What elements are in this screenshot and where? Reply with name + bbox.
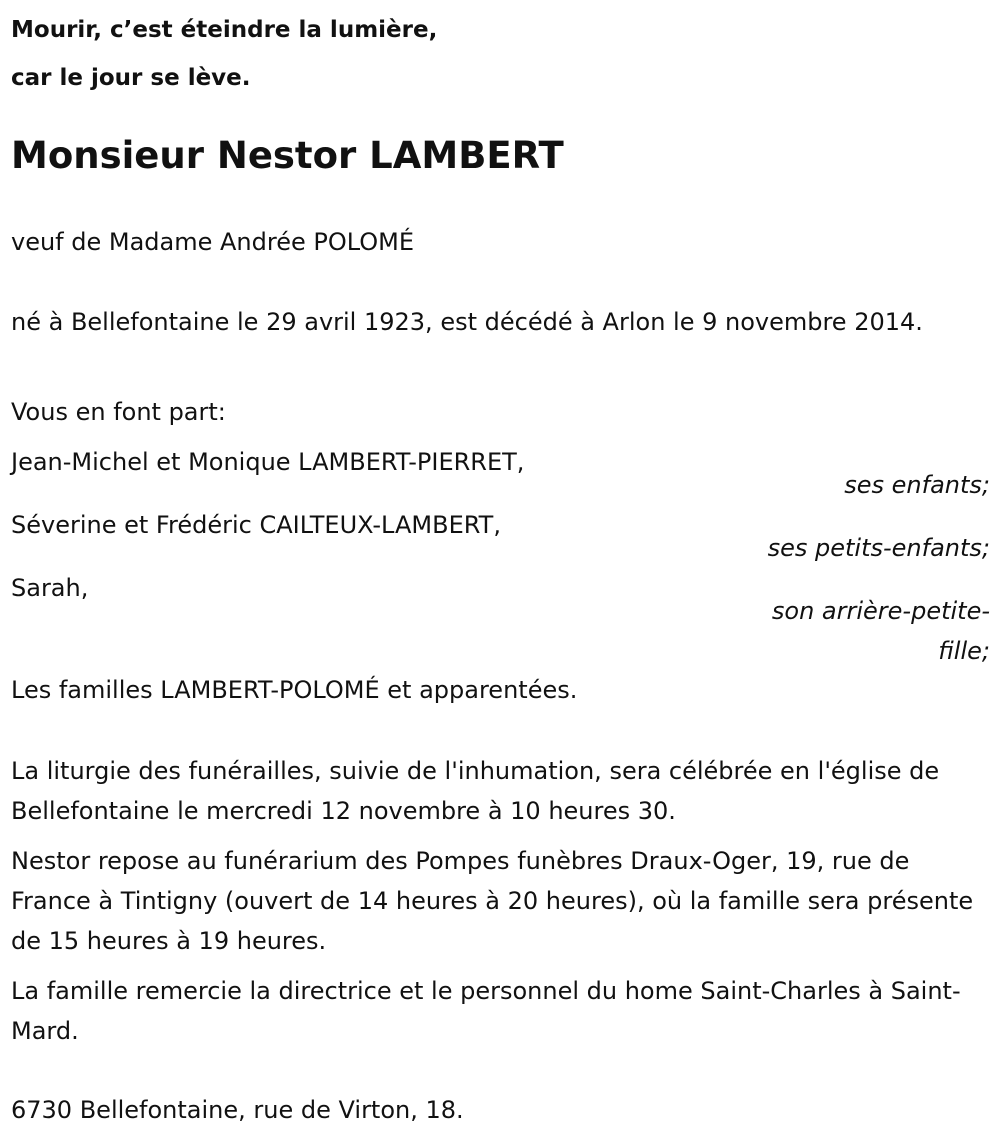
deceased-name: Monsieur Nestor LAMBERT (11, 134, 564, 177)
family-names: Sarah, (11, 574, 89, 602)
family-relation: ses petits-enfants; (767, 534, 990, 562)
family-relation: ses enfants; (844, 471, 990, 499)
liturgy-paragraph: La liturgie des funérailles, suivie de l'inhumation, sera célébrée en l'église de Bellefontaine le mercredi 12 novembre à 10 heures 30. (11, 757, 940, 825)
widower-line: veuf de Madame Andrée POLOMÉ (11, 228, 415, 256)
announcement-intro: Vous en font part: (11, 398, 226, 426)
funeral-home-paragraph: Nestor repose au funérarium des Pompes funèbres Draux-Oger, 19, rue de France à Tintigny (ouvert de 14 heures à 20 heures), où la famille sera présente de 15 heures à 19 heures. (11, 847, 974, 955)
birth-death-line: né à Bellefontaine le 29 avril 1923, est décédé à Arlon le 9 novembre 2014. (11, 308, 923, 336)
address-line: 6730 Bellefontaine, rue de Virton, 18. (11, 1096, 464, 1124)
opening-quote (11, 6, 437, 102)
thanks-paragraph: La famille remercie la directrice et le personnel du home Saint-Charles à Saint-Mard. (11, 977, 961, 1045)
family-names: Séverine et Frédéric CAILTEUX-LAMBERT, (11, 511, 501, 539)
quote-line-2: car le jour se lève. (11, 65, 251, 91)
quote-line-1: Mourir, c’est éteindre la lumière, (11, 17, 438, 43)
families-line: Les familles LAMBERT-POLOMÉ et apparentées. (11, 676, 578, 704)
family-relation: son arrière-petite-fille; (771, 597, 990, 665)
family-names: Jean-Michel et Monique LAMBERT-PIERRET, (11, 448, 525, 476)
